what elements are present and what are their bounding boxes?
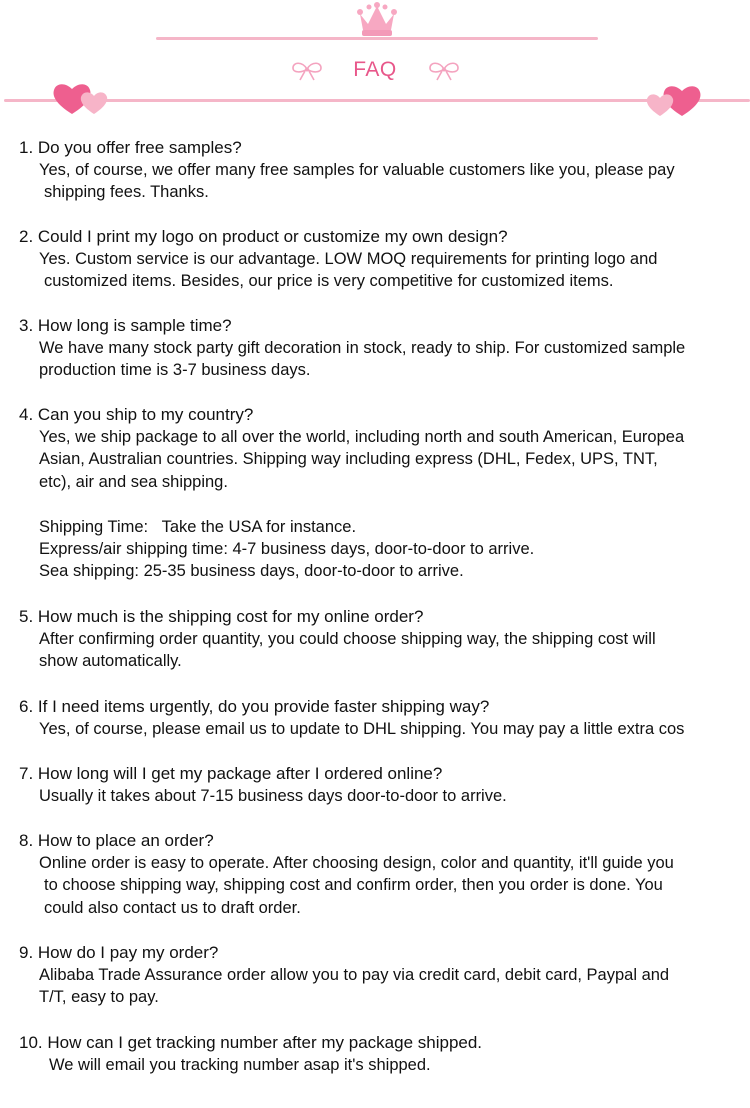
faq-question: 1. Do you offer free samples? xyxy=(19,138,242,157)
answer-line: could also contact us to draft order. xyxy=(44,898,301,917)
answer-line: We have many stock party gift decoration in stock, ready to ship. For customized sample xyxy=(39,339,686,357)
faq-question: 3. How long is sample time? xyxy=(19,316,232,335)
faq-answer xyxy=(39,248,657,293)
answer-line: Online order is easy to operate. After choosing design, color and quantity, it'll guide you xyxy=(39,854,674,872)
faq-answer xyxy=(39,964,669,1009)
faq-question: 2. Could I print my logo on product or customize my own design? xyxy=(19,227,508,246)
answer-line: Yes, we ship package to all over the world, including north and south American, Europea xyxy=(39,428,685,446)
faq-question: 6. If I need items urgently, do you provide faster shipping way? xyxy=(19,697,490,716)
bow-icon xyxy=(427,60,461,82)
answer-line: We will email you tracking number asap it's shipped. xyxy=(49,1056,431,1074)
faq-question: 10. How can I get tracking number after my package shipped. xyxy=(19,1033,483,1052)
answer-line: shipping fees. Thanks. xyxy=(44,183,209,202)
crown-icon xyxy=(356,0,398,38)
faq-question: 5. How much is the shipping cost for my online order? xyxy=(19,607,424,626)
top-divider xyxy=(156,37,598,40)
answer-line: Yes. Custom service is our advantage. LOW MOQ requirements for printing logo and xyxy=(39,250,658,268)
faq-answer xyxy=(39,426,684,583)
faq-answer xyxy=(39,785,507,807)
answer-line: to choose shipping way, shipping cost and confirm order, then you order is done. You xyxy=(44,876,663,895)
hearts-icon xyxy=(642,82,704,120)
answer-line: show automatically. xyxy=(39,652,182,671)
faq-answer xyxy=(39,159,675,204)
answer-line: T/T, easy to pay. xyxy=(39,988,159,1007)
hearts-icon xyxy=(50,80,112,118)
faq-question: 4. Can you ship to my country? xyxy=(19,405,254,424)
answer-line: Shipping Time: Take the USA for instance. xyxy=(39,517,357,536)
answer-line xyxy=(39,493,684,515)
answer-line: customized items. Besides, our price is very competitive for customized items. xyxy=(44,272,614,291)
faq-answer xyxy=(39,628,656,673)
faq-answer xyxy=(49,1054,431,1076)
faq-header xyxy=(0,0,750,120)
faq-question: 9. How do I pay my order? xyxy=(19,943,219,962)
answer-line: Yes, of course, please email us to update to DHL shipping. You may pay a little extra cos xyxy=(39,720,685,738)
answer-line: Usually it takes about 7-15 business days door-to-door to arrive. xyxy=(39,787,507,805)
faq-answer xyxy=(39,718,684,740)
answer-line: etc), air and sea shipping. xyxy=(39,472,228,491)
answer-line: Yes, of course, we offer many free samples for valuable customers like you, please pay xyxy=(39,161,675,179)
faq-answer xyxy=(39,852,674,919)
faq-question: 8. How to place an order? xyxy=(19,831,214,850)
answer-line: Express/air shipping time: 4-7 business days, door-to-door to arrive. xyxy=(39,539,535,558)
answer-line: After confirming order quantity, you could choose shipping way, the shipping cost will xyxy=(39,630,656,648)
main-divider xyxy=(4,99,750,102)
answer-line: production time is 3-7 business days. xyxy=(39,361,311,380)
answer-line: Asian, Australian countries. Shipping way including express (DHL, Fedex, UPS, TNT, xyxy=(39,450,658,469)
answer-line: Sea shipping: 25-35 business days, door-to-door to arrive. xyxy=(39,562,464,581)
page-title: FAQ xyxy=(353,58,397,81)
answer-line: Alibaba Trade Assurance order allow you to pay via credit card, debit card, Paypal and xyxy=(39,966,670,984)
faq-question: 7. How long will I get my package after I ordered online? xyxy=(19,764,443,783)
faq-answer xyxy=(39,337,685,382)
